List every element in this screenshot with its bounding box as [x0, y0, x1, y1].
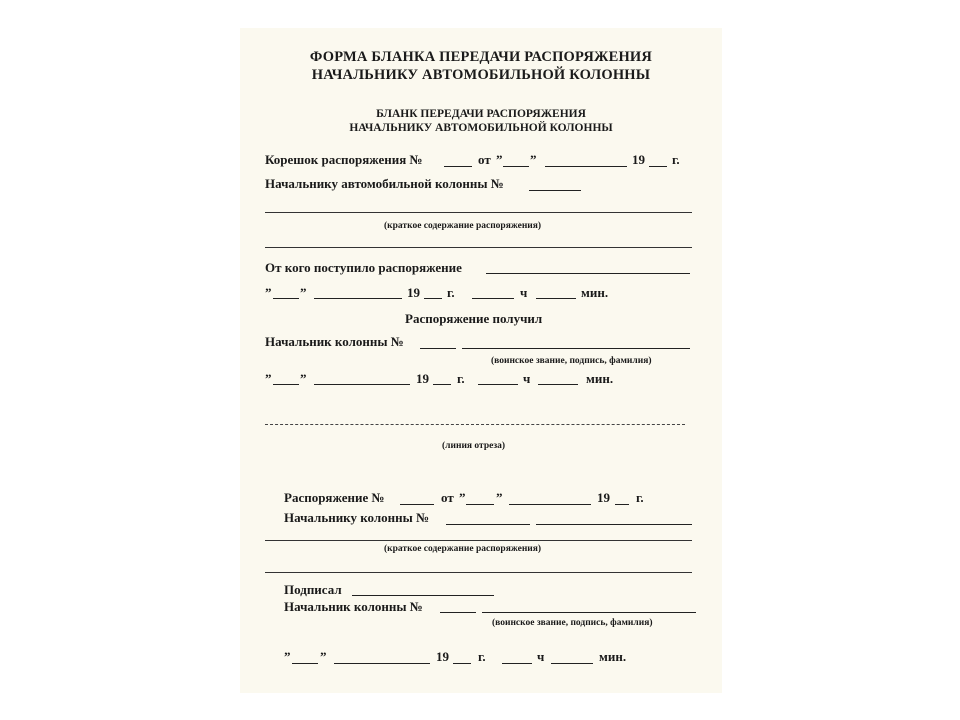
form-title-line-2: НАЧАЛЬНИКУ АВТОМОБИЛЬНОЙ КОЛОННЫ: [311, 67, 651, 83]
stub-received-quote-close: ”: [300, 371, 307, 386]
stub-source-label: От кого поступило распоряжение: [265, 260, 462, 275]
order-chief-label: Начальник колонны №: [284, 599, 423, 614]
stub-year-label: 19: [632, 152, 645, 167]
order-year-label: 19: [597, 490, 610, 505]
order-time-year-label: 19: [436, 649, 449, 664]
order-time-quote-close: ”: [320, 649, 327, 664]
stub-quote-close: ”: [530, 152, 537, 167]
stub-column-number-field[interactable]: [529, 190, 581, 191]
form-page: [240, 28, 722, 693]
order-quote-open: ”: [459, 490, 466, 505]
order-label: Распоряжение №: [284, 490, 385, 505]
stub-time-day-field[interactable]: [273, 298, 299, 299]
order-day-field[interactable]: [466, 504, 494, 505]
stub-summary-line-1[interactable]: [265, 212, 692, 213]
order-minute-label: мин.: [599, 649, 627, 664]
order-signature-note: (воинское звание, подпись, фамилия): [492, 618, 653, 628]
stub-signature-field[interactable]: [462, 348, 690, 349]
order-addressee-label: Начальнику колонны №: [284, 510, 430, 525]
cut-line-note: (линия отреза): [442, 441, 506, 451]
stub-time-quote-open: ”: [265, 285, 272, 300]
stub-addressee-label: Начальнику автомобильной колонны №: [265, 176, 504, 191]
order-month-field[interactable]: [509, 504, 591, 505]
order-hour-label: ч: [537, 649, 545, 664]
stub-received-year-field[interactable]: [433, 384, 451, 385]
stub-chief-number-field[interactable]: [420, 348, 456, 349]
order-column-number-field[interactable]: [446, 524, 530, 525]
stub-quote-open: ”: [496, 152, 503, 167]
stub-month-field[interactable]: [545, 166, 627, 167]
order-number-field[interactable]: [400, 504, 434, 505]
stub-year-suffix: г.: [672, 152, 680, 167]
stub-time-year-label: 19: [407, 285, 420, 300]
stub-received-year-suffix: г.: [457, 371, 465, 386]
order-time-year-suffix: г.: [478, 649, 486, 664]
stub-minute-field[interactable]: [536, 298, 576, 299]
form-subtitle-line-1: БЛАНК ПЕРЕДАЧИ РАСПОРЯЖЕНИЯ: [376, 108, 586, 120]
stub-time-quote-close: ”: [300, 285, 307, 300]
order-signed-field[interactable]: [352, 595, 494, 596]
cut-line: [265, 424, 685, 425]
order-signature-field[interactable]: [482, 612, 696, 613]
order-hour-field[interactable]: [502, 663, 532, 664]
order-summary-line-1[interactable]: [265, 540, 692, 541]
stub-order-label: Корешок распоряжения №: [265, 152, 423, 167]
order-from-label: от: [441, 490, 454, 505]
stub-order-number-field[interactable]: [444, 166, 472, 167]
stub-hour-field[interactable]: [472, 298, 514, 299]
stub-chief-label: Начальник колонны №: [265, 334, 404, 349]
stub-minute-label: мин.: [581, 285, 609, 300]
stub-summary-line-2[interactable]: [265, 247, 692, 248]
order-time-quote-open: ”: [284, 649, 291, 664]
order-summary-line-2[interactable]: [265, 572, 692, 573]
order-time-day-field[interactable]: [292, 663, 318, 664]
stub-received-day-field[interactable]: [273, 384, 299, 385]
order-summary-note: (краткое содержание распоряжения): [384, 544, 542, 554]
stub-summary-note: (краткое содержание распоряжения): [384, 221, 542, 231]
order-addressee-extra-field[interactable]: [536, 524, 692, 525]
stub-time-year-field[interactable]: [424, 298, 442, 299]
order-chief-number-field[interactable]: [440, 612, 476, 613]
stub-day-field[interactable]: [503, 166, 529, 167]
stub-received-quote-open: ”: [265, 371, 272, 386]
stub-received-minute-label: мин.: [586, 371, 614, 386]
order-minute-field[interactable]: [551, 663, 593, 664]
order-signed-label: Подписал: [284, 582, 342, 597]
stub-hour-label: ч: [520, 285, 528, 300]
stub-time-year-suffix: г.: [447, 285, 455, 300]
order-time-year-field[interactable]: [453, 663, 471, 664]
stub-time-month-field[interactable]: [314, 298, 402, 299]
stub-received-hour-field[interactable]: [478, 384, 518, 385]
form-subtitle-line-2: НАЧАЛЬНИКУ АВТОМОБИЛЬНОЙ КОЛОННЫ: [349, 122, 613, 134]
stub-from-label: от: [478, 152, 491, 167]
stub-year-field[interactable]: [649, 166, 667, 167]
order-year-suffix: г.: [636, 490, 644, 505]
stub-received-heading: Распоряжение получил: [405, 311, 543, 326]
stub-signature-note: (воинское звание, подпись, фамилия): [491, 356, 652, 366]
stub-received-month-field[interactable]: [314, 384, 410, 385]
stub-received-minute-field[interactable]: [538, 384, 578, 385]
stub-received-hour-label: ч: [523, 371, 531, 386]
form-title-line-1: ФОРМА БЛАНКА ПЕРЕДАЧИ РАСПОРЯЖЕНИЯ: [309, 49, 653, 65]
order-quote-close: ”: [496, 490, 503, 505]
order-year-field[interactable]: [615, 504, 629, 505]
stub-source-field[interactable]: [486, 273, 690, 274]
stub-received-year-label: 19: [416, 371, 429, 386]
order-time-month-field[interactable]: [334, 663, 430, 664]
